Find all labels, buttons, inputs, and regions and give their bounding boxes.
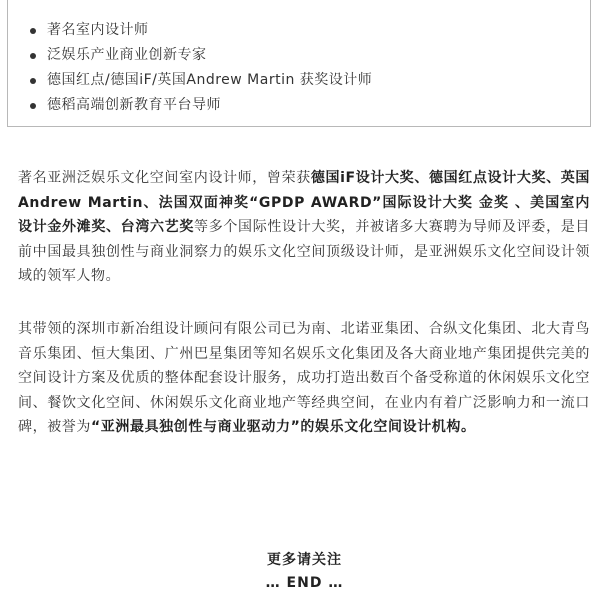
intro-text-1: 著名亚洲泛娱乐文化空间室内设计师，曾荣获 bbox=[18, 170, 311, 186]
bullet-icon bbox=[30, 103, 36, 109]
bio-list bbox=[30, 18, 372, 118]
intro-paragraph bbox=[18, 166, 590, 289]
bullet-icon bbox=[30, 28, 36, 34]
list-item bbox=[30, 43, 372, 68]
bullet-icon bbox=[30, 53, 36, 59]
bio-item-text: 泛娱乐产业商业创新专家 bbox=[47, 47, 207, 63]
bio-item-text: 著名室内设计师 bbox=[47, 22, 149, 38]
bio-item-text: 德国红点/德国iF/英国Andrew Martin 获奖设计师 bbox=[47, 72, 373, 88]
company-slogan-bold: “亚洲最具独创性与商业驱动力”的娱乐文化空间设计机构。 bbox=[91, 419, 476, 435]
bio-item-text: 德稻高端创新教育平台导师 bbox=[47, 97, 221, 113]
intro-awards-bold: 德国iF设计大奖、德国红点设计大奖、英国Andrew Martin、法国双面神奖“GPDP AWARD”国际设计大奖 金奖 、美国室内设计金外滩奖、台湾六艺奖 bbox=[18, 170, 590, 235]
end-marker: … END … bbox=[265, 575, 344, 591]
intro-text-2: 等多个国际性设计大奖，并被诸多大赛聘为导师及评委，是目前中国最具独创性与商业洞察力的娱乐文化空间顶级设计师，是亚洲娱乐文化空间设计领域的领军人物。 bbox=[18, 219, 591, 284]
list-item bbox=[30, 18, 372, 43]
company-text-1: 其带领的深圳市新冶组设计顾问有限公司已为南、北诺亚集团、合纵文化集团、北大青鸟音乐集团、恒大集团、广州巴星集团等知名娱乐文化集团及各大商业地产集团提供完美的空间设计方案及优质的整体配套设计服务，成功打造出数百个备受称道的休闲娱乐文化空间、餐饮文化空间、休闲娱乐文化商业地产等经典空间，在业内有着广泛影响力和一流口碑，被誉为 bbox=[18, 321, 590, 435]
company-paragraph bbox=[18, 317, 590, 440]
follow-text: 更多请关注 bbox=[267, 552, 342, 568]
list-item bbox=[30, 68, 372, 93]
bullet-icon bbox=[30, 78, 36, 84]
bio-box bbox=[7, 0, 591, 127]
list-item bbox=[30, 93, 372, 118]
